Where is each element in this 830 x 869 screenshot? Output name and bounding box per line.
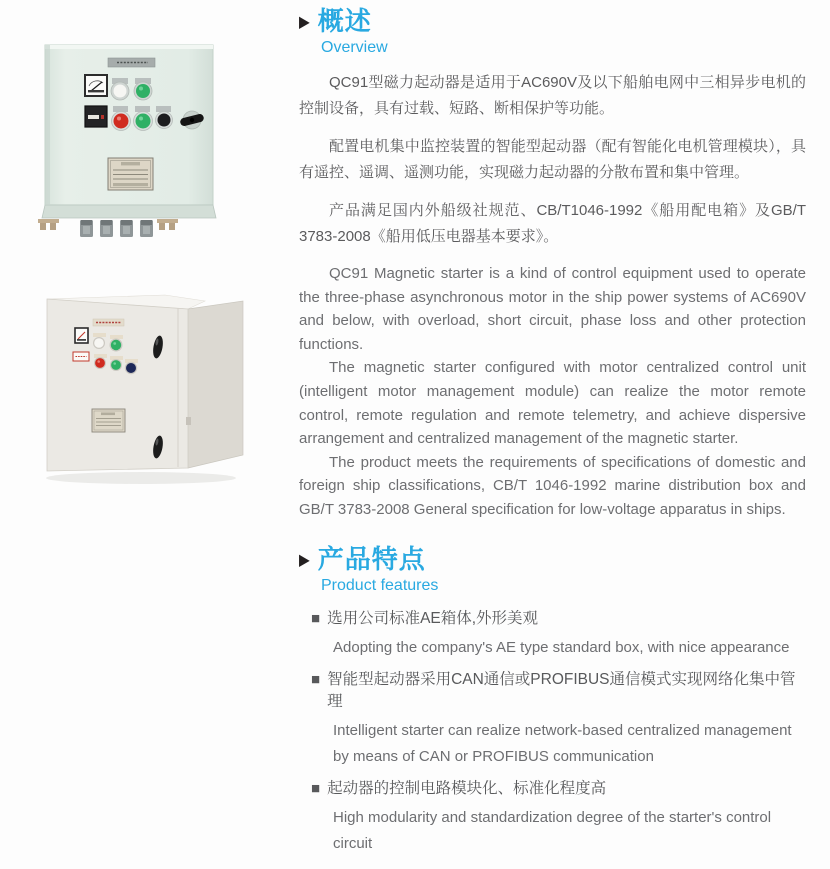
starter-cabinet-front-illustration	[35, 38, 235, 243]
product-photo-angled	[38, 288, 253, 498]
feature-en-text: Adopting the company's AE type standard box, with nice appearance	[333, 638, 790, 656]
push-button-black	[156, 112, 173, 129]
starter-cabinet-angled-illustration	[38, 288, 253, 493]
push-button-red-stop	[94, 357, 106, 369]
cabinet-bottom-flange	[42, 205, 216, 218]
button-label-plate	[110, 335, 123, 339]
features-heading	[299, 544, 806, 574]
square-bullet-icon: ■	[311, 609, 321, 627]
indicator-button-green-run	[134, 82, 152, 100]
feature-zh	[311, 669, 806, 713]
push-button-red-stop	[112, 112, 131, 131]
cable-glands	[80, 220, 153, 237]
cabinet-side-face	[188, 301, 243, 468]
paragraph-zh: QC91型磁力起动器是适用于AC690V及以下船舶电网中三相异步电机的控制设备，具有过载、短路、断相保护等功能。	[299, 74, 806, 117]
button-label-plate	[135, 106, 150, 112]
mounting-bracket-right	[157, 219, 178, 230]
paragraph-en: The magnetic starter configured with motor centralized control unit (intelligent motor management module) can realize the motor remote control, remote regulation and remote telemetry, and achieve dispersive arrangement and centralized management of the magnetic starter.	[299, 359, 806, 448]
feature-zh	[311, 608, 806, 630]
feature-item	[299, 608, 806, 661]
panel-title-plate	[108, 58, 155, 67]
button-label-plate	[156, 106, 171, 112]
push-button-green-start	[134, 112, 153, 131]
features-title-zh: 产品特点	[317, 543, 426, 574]
overview-heading	[299, 6, 806, 36]
feature-en-text: Intelligent starter can realize network-based centralized management by means of CAN or PROFIBUS communication	[333, 721, 792, 765]
features-section	[299, 544, 806, 857]
overview-section	[299, 6, 806, 522]
content-column	[299, 6, 806, 859]
ground-shadow	[46, 472, 236, 484]
indicator-button-green-run	[110, 339, 123, 352]
schedule-label	[73, 352, 89, 361]
feature-en-text: High modularity and standardization degree of the starter's control circuit	[333, 808, 772, 852]
feature-item	[299, 778, 806, 857]
ammeter-gauge	[85, 75, 107, 96]
section-arrow-icon: ▶	[299, 549, 310, 568]
overview-paragraphs-en	[299, 262, 806, 522]
cabinet-side-shadow	[45, 45, 50, 205]
nameplate	[92, 409, 125, 432]
paragraph-en: QC91 Magnetic starter is a kind of control equipment used to operate the three-phase asynchronous motor in the ship power systems of AC690V and below, with overload, short circuit, phase loss and other protection functions.	[299, 265, 806, 353]
paragraph-zh: 产品满足国内外船级社规范、CB/T1046-1992《船用配电箱》及GB/T 3783-2008《船用低压电器基本要求》。	[299, 202, 806, 245]
nameplate	[108, 158, 153, 190]
panel-title-plate	[93, 319, 124, 326]
hinge-detail	[186, 417, 191, 425]
feature-zh-text: 选用公司标准AE箱体,外形美观	[327, 609, 539, 627]
features-title-en: Product features	[321, 576, 439, 594]
overview-paragraphs-zh	[299, 70, 806, 249]
indicator-button-white	[93, 337, 105, 349]
section-arrow-icon: ▶	[299, 11, 310, 31]
feature-zh-text: 起动器的控制电路模块化、标准化程度高	[327, 779, 607, 797]
square-bullet-icon: ■	[311, 670, 321, 688]
indicator-button-white	[111, 82, 129, 100]
square-bullet-icon: ■	[311, 779, 321, 797]
overview-title-zh: 概述	[317, 6, 372, 36]
panel-meter	[75, 328, 88, 343]
mounting-bracket-left	[38, 219, 59, 230]
product-photo-front	[35, 38, 235, 248]
button-label-plate	[93, 333, 106, 337]
feature-zh	[311, 778, 806, 800]
cabinet-top-highlight	[45, 45, 213, 49]
feature-item	[299, 669, 806, 770]
push-button-green-start	[110, 359, 122, 371]
paragraph-zh: 配置电机集中监控装置的智能型起动器（配有智能化电机管理模块），具有遥控、遥调、遥测功能，实现磁力起动器的分散布置和集中管理。	[299, 138, 806, 181]
breaker-window	[85, 106, 107, 127]
overview-title-en: Overview	[321, 39, 388, 56]
button-label-plate	[113, 106, 128, 112]
feature-zh-text: 智能型起动器采用CAN通信或PROFIBUS通信模式实现网络化集中管理	[327, 670, 796, 710]
push-button-navy	[125, 362, 137, 374]
paragraph-en: The product meets the requirements of specifications of domestic and foreign ship classifications, CB/T 1046-1992 marine distribution box and GB/T 3783-2008 General specification for low-voltage apparatus in ships.	[299, 453, 806, 518]
